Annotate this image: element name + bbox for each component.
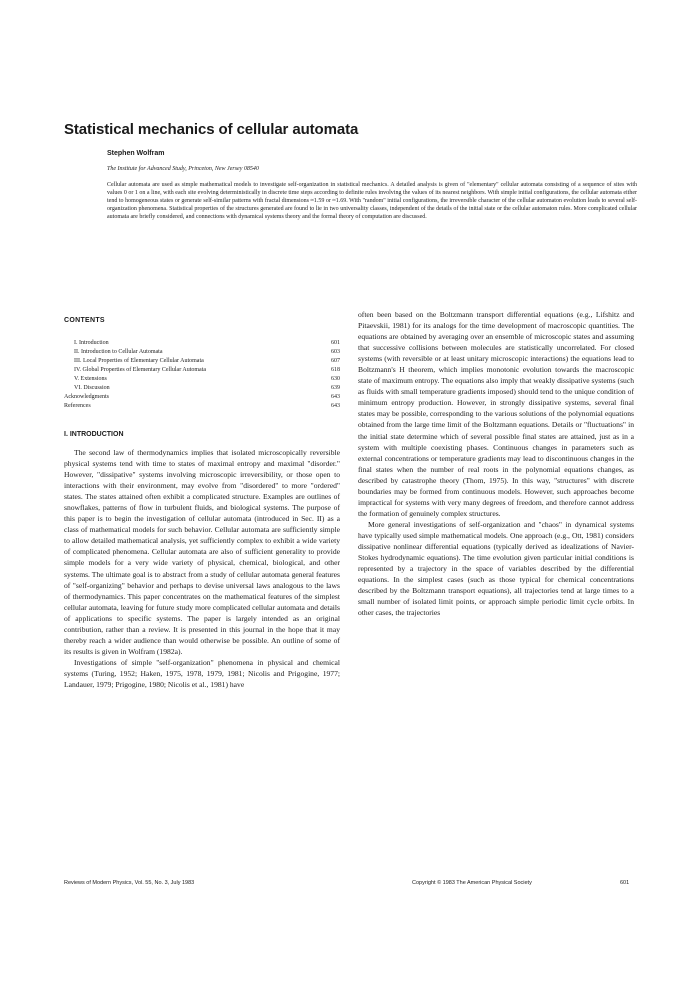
right-column (358, 309, 634, 618)
author-affiliation: The Institute for Advanced Study, Princeton, New Jersey 08540 (107, 166, 259, 172)
toc-item (64, 402, 340, 411)
contents-heading: CONTENTS (64, 317, 105, 324)
toc-label: VI. Discussion (74, 385, 110, 391)
toc-label: References (64, 403, 91, 409)
left-column (64, 317, 340, 690)
toc-label: IV. Global Properties of Elementary Cellular Automata (74, 367, 207, 373)
abstract: Cellular automata are used as simple mathematical models to investigate self-organization in statistical mechanics. A detailed analysis is given of "elementary" cellular automata consisting of a sequence of sites with values 0 or 1 on a line, with each site evolving deterministically in discrete time steps according to definite rules involving the values of its nearest neighbors. With simple initial configurations, the cellular automata either tend to homogeneous states or generate self-similar patterns with fractal dimensions ≈1.59 or ≈1.69. With "random" initial configurations, the irreversible character of the cellular automaton evolution leads to several self-organization phenomena. Statistical properties of the structures generated are found to lie in two universality classes, independent of the details of the initial state or the cellular automaton rules. More complicated cellular automata are briefly considered, and connections with dynamical systems theory and the formal theory of computation are discussed. (107, 182, 637, 220)
toc-item (64, 366, 340, 375)
toc-page: 630 (331, 376, 340, 382)
toc-label: Acknowledgments (64, 394, 109, 400)
toc-item (64, 348, 340, 357)
body-paragraph: Investigations of simple "self-organization" phenomena in physical and chemical systems (Turing, 1952; Haken, 1975, 1978, 1979, 1981; Nicolis and Prigogine, 1977; Landauer, 1979; Prigogine, 1980; Nicolis et al., 1981) have (64, 657, 340, 689)
toc-page: 603 (331, 349, 340, 355)
paper-title: Statistical mechanics of cellular automata (64, 121, 359, 138)
toc-item (64, 384, 340, 393)
body-paragraph: often been based on the Boltzmann transport differential equations (e.g., Lifshitz and Pitaevskii, 1981) for its analogs for the time development of macroscopic quantities. The equations are obtained by averaging over an ensemble of microscopic states and assuming that successive collisions between molecules are statistically uncorrelated. For closed systems (with reversible or at least unitary microscopic interactions) the equations lead to Boltzmann's H theorem, which implies monotonic evolution towards the macroscopic state of maximum entropy. The equations also imply that weakly dissipative systems (such as fluids with small temperature gradients imposed) should tend to the unique condition of minimum entropy production. However, in strongly dissipative systems, several final states may be possible, corresponding to the various solutions of the polynomial equations obtained from the large time limit of the Boltzmann equations. Details or "fluctuations" in the initial state determine which of several possible final states are attained, just as in a system with multiple coexisting phases. Continuous changes in parameters such as external concentrations or temperature gradients may lead to discontinuous changes in the final states when the number of real roots in the polynomial equations changes, as described by catastrophe theory (Thom, 1975). In this way, "structures" with discrete boundaries may be formed from continuous models. However, such approaches become impractical for systems with very many degrees of freedom, and therefore cannot address the formation of genuinely complex structures. (358, 310, 634, 518)
table-of-contents (64, 339, 340, 411)
copyright-footer: Copyright © 1983 The American Physical Society (412, 880, 532, 886)
toc-label: III. Local Properties of Elementary Cellular Automata (74, 358, 204, 364)
body-paragraph: More general investigations of self-organization and "chaos" in dynamical systems have typically used simple mathematical models. One approach (e.g., Ott, 1981) considers dissipative nonlinear differential equations (typically derived as idealizations of Navier-Stokes hydrodynamic equations). The time evolution given particular initial conditions is represented by a trajectory in the space of variables described by the differential equations. In the simplest cases (such as those typical for chemical concentrations described by the Boltzmann transport equations), all trajectories tend at large times to a small number of isolated limit points, or approach simple periodic limit cycle orbits. In other cases, the trajectories (358, 519, 634, 618)
toc-item (64, 375, 340, 384)
toc-label: II. Introduction to Cellular Automata (74, 349, 163, 355)
toc-page: 639 (331, 385, 340, 391)
toc-item (64, 393, 340, 402)
author-name: Stephen Wolfram (107, 150, 165, 157)
toc-item (64, 357, 340, 366)
section-heading: I. INTRODUCTION (64, 431, 124, 438)
toc-label: I. Introduction (74, 340, 109, 346)
journal-footer: Reviews of Modern Physics, Vol. 55, No. 3, July 1983 (64, 880, 195, 886)
toc-page: 643 (331, 394, 340, 400)
toc-page: 601 (331, 340, 340, 346)
toc-page: 607 (331, 358, 340, 364)
toc-item (64, 339, 340, 348)
toc-label: V. Extensions (74, 376, 107, 382)
page-number: 601 (620, 880, 630, 886)
body-paragraph: The second law of thermodynamics implies that isolated microscopically reversible physical systems tend with time to states of maximal entropy and maximal "disorder." However, "dissipative" systems involving microscopic irreversibility, or those open to interactions with their environment, may evolve from "disordered" to more "ordered" states. The states attained often exhibit a complicated structure. Examples are outlines of snowflakes, patterns of flow in turbulent fluids, and biological systems. The purpose of this paper is to begin the investigation of cellular automata (introduced in Sec. II) as a class of mathematical models for such behavior. Cellular automata are sufficiently simple to allow detailed mathematical analysis, yet sufficiently complex to exhibit a wide variety of complicated phenomena. Cellular automata are also of sufficient generality to provide simple models for a very wide variety of physical, chemical, biological, and other systems. The ultimate goal is to abstract from a study of cellular automata general features of "self-organizing" behavior and perhaps to devise universal laws analogous to the laws of thermodynamics. This paper concentrates on the mathematical features of the simplest cellular automata, leaving for future study more complicated cellular automata and details of applications to specific systems. The paper is largely intended as an original contribution, rather than a review. It is presented in this journal in the hope that it may thereby reach a wider audience than would otherwise be possible. An outline of some of its results is given in Wolfram (1982a). (64, 448, 340, 656)
toc-page: 643 (331, 403, 340, 409)
toc-page: 618 (331, 367, 340, 373)
